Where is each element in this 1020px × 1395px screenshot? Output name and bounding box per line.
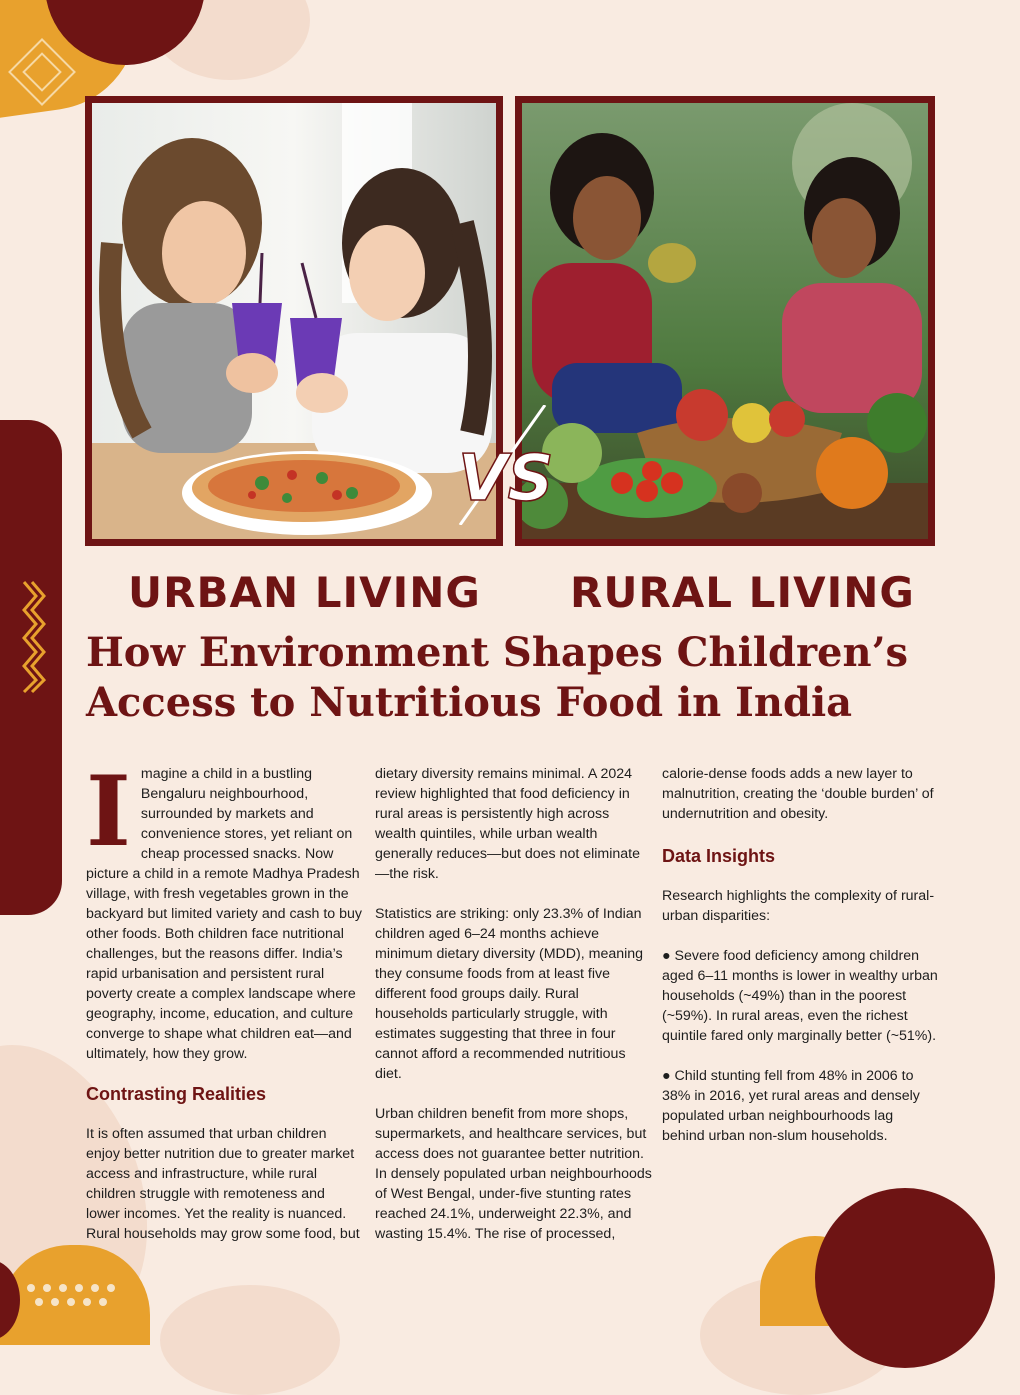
- drop-cap: I: [86, 755, 131, 868]
- decorative-circle: [815, 1188, 995, 1368]
- bullet-food-deficiency: ● Severe food deficiency among children aged 6–11 months is lower in wealthy urban households (~49%) than in the poorest (~59%). In rural areas, even the richest quintile fared only marginally better (~51%).: [662, 948, 938, 1044]
- page-title: [86, 628, 966, 728]
- rural-photo: [515, 96, 935, 546]
- title-line-2: Access to Nutritious Food in India: [86, 679, 853, 726]
- paragraph-contrasting-continued: dietary diversity remains minimal. A 2024 review highlighted that food deficiency in rural areas is persistently high across wealth quintiles, while urban wealth generally reduces—but does not eliminate—the risk.: [375, 766, 640, 882]
- intro-paragraph: Imagine a child in a bustling Bengaluru neighbourhood, surrounded by markets and convenience stores, yet reliant on cheap processed snacks. Now picture a child in a remote Madhya Pradesh village, with fresh vegetables grown in the backyard but limited variety and cash to buy other foods. Both children face nutritional challenges, but the reasons differ. India’s rapid urbanisation and persistent rural poverty create a complex landscape where geography, income, education, and culture converge to shape what children eat—and ultimately, how they grow.: [86, 755, 363, 1062]
- article-column-3: [662, 764, 938, 1146]
- section-heading-contrasting: Contrasting Realities: [86, 1084, 267, 1104]
- zigzag-ornament: [18, 578, 48, 694]
- paragraph-contrasting: It is often assumed that urban children enjoy better nutrition due to greater market access and infrastructure, while rural children struggle with remoteness and lower incomes. Yet the reality is nuanced. Rural households may grow some food, but: [86, 1126, 360, 1242]
- rural-living-label: RURAL LIVING: [570, 568, 915, 617]
- svg-text:VS: VS: [458, 442, 554, 516]
- paragraph-urban: Urban children benefit from more shops, supermarkets, and healthcare services, but access does not guarantee better nutrition. In densely populated urban neighbourhoods of West Bengal, under-five stunting rates reached 24.1%, underweight 22.3%, and wasting 15.4%. The rise of processed,: [375, 1106, 652, 1242]
- vs-badge: [450, 405, 560, 525]
- urban-photo: [85, 96, 503, 546]
- title-line-1: How Environment Shapes Children’s: [86, 629, 909, 676]
- article-column-2: [375, 764, 653, 1244]
- paragraph-urban-continued: calorie-dense foods adds a new layer to malnutrition, creating the ‘double burden’ of undernutrition and obesity.: [662, 766, 934, 822]
- bullet-stunting: ● Child stunting fell from 48% in 2006 to 38% in 2016, yet rural areas and densely populated urban neighbourhoods lag behind urban non-slum households.: [662, 1068, 920, 1144]
- decorative-blob: [160, 1285, 340, 1395]
- article-column-1: [86, 755, 363, 1244]
- section-heading-data-insights: Data Insights: [662, 846, 776, 866]
- paragraph-research: Research highlights the complexity of rural-urban disparities:: [662, 888, 935, 924]
- paragraph-statistics: Statistics are striking: only 23.3% of Indian children aged 6–24 months achieve minimum dietary diversity (MDD), meaning they consume foods from at least five different food groups daily. Rural households particularly struggle, with estimates suggesting that three in four cannot afford a recommended nutritious diet.: [375, 906, 644, 1082]
- dot-pattern: [25, 1280, 135, 1310]
- urban-living-label: URBAN LIVING: [128, 568, 481, 617]
